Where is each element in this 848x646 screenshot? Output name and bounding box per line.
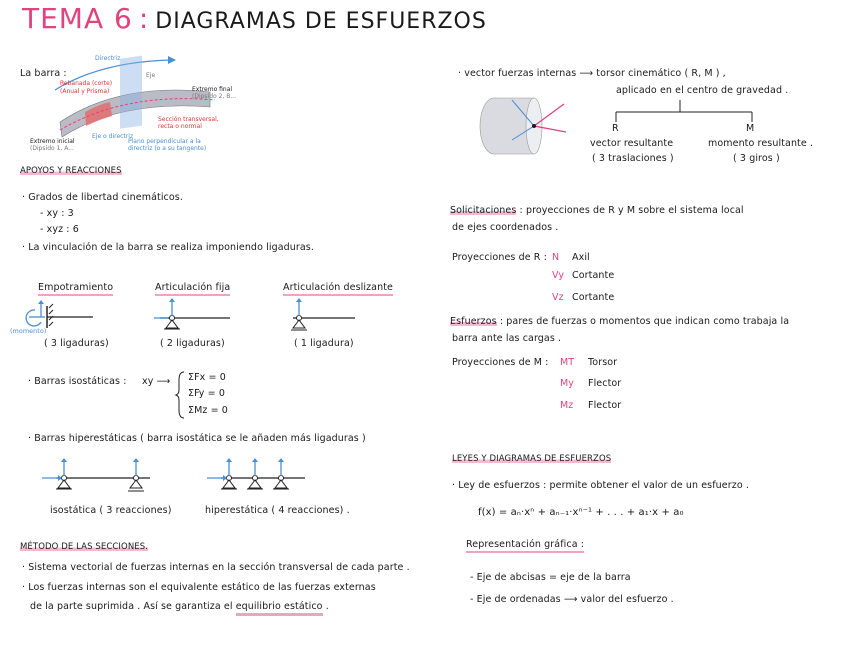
title-sep: : bbox=[138, 2, 150, 35]
xy-line: - xy : 3 bbox=[40, 208, 74, 219]
M-sub: ( 3 giros ) bbox=[733, 153, 780, 164]
projM-name-torsor: Torsor bbox=[588, 357, 618, 368]
aplicado-line: aplicado en el centro de gravedad . bbox=[616, 85, 789, 96]
page-title bbox=[22, 2, 487, 35]
isostatica-diagram bbox=[40, 456, 160, 496]
projM-sym-Mz: Mz bbox=[560, 400, 574, 411]
grados-line: · Grados de libertad cinemáticos. bbox=[22, 192, 183, 203]
esfuerzos-line-2: barra ante las cargas . bbox=[452, 333, 562, 344]
projR-sym-N: N bbox=[552, 252, 560, 263]
projR-name-cortante-y: Cortante bbox=[572, 270, 615, 281]
projM-sym-My: My bbox=[560, 378, 575, 389]
projM-name-flector-z: Flector bbox=[588, 400, 622, 411]
hiperestaticas-line: · Barras hiperestáticas ( barra isostática se le añaden más ligaduras ) bbox=[28, 433, 366, 444]
representacion-text: Representación gráfica : bbox=[466, 539, 584, 553]
fig-eje: Eje bbox=[146, 72, 156, 79]
support-name-empotramiento-text: Empotramiento bbox=[38, 282, 113, 296]
fig-seccion: Sección transversal, bbox=[158, 116, 219, 123]
representacion-heading bbox=[466, 539, 584, 550]
fig-extremo-inicial: Extremo inicial bbox=[30, 138, 75, 145]
fig-rebanada2: (Anual y Prisma) bbox=[60, 88, 110, 95]
fig-plano: Plano perpendicular a la bbox=[128, 138, 201, 145]
formula: f(x) = aₙ·xⁿ + aₙ₋₁·xⁿ⁻¹ + . . . + a₁·x + a₀ bbox=[478, 507, 684, 518]
proyecciones-R: Proyecciones de R : bbox=[452, 252, 547, 263]
metodo-heading-text: MÉTODO DE LAS SECCIONES. bbox=[20, 542, 149, 552]
metodo-line-2b-post: . bbox=[325, 601, 329, 612]
esfuerzos-term: Esfuerzos bbox=[450, 316, 497, 327]
fig-plano2: directriz (o a su tangente) bbox=[128, 145, 207, 152]
equation-fx: ΣFx = 0 bbox=[188, 372, 226, 383]
leyes-heading-text: LEYES Y DIAGRAMAS DE ESFUERZOS bbox=[452, 454, 612, 464]
support-name-articulacion-fija bbox=[155, 282, 230, 293]
metodo-line-2b-highlight: equilibrio estático bbox=[236, 601, 323, 616]
ley-line: · Ley de esfuerzos : permite obtener el valor de un esfuerzo . bbox=[452, 480, 749, 491]
projR-sym-Vy: Vy bbox=[552, 270, 565, 281]
fig-directriz-top: Directriz bbox=[95, 55, 121, 62]
rm-tree bbox=[610, 100, 760, 124]
xyz-line: - xyz : 6 bbox=[40, 224, 79, 235]
fig-rebanada: Rebanada (corte) bbox=[60, 80, 113, 87]
support-name-articulacion-fija-text: Articulación fija bbox=[155, 282, 230, 296]
support-count-articulacion-deslizante: ( 1 ligadura) bbox=[294, 338, 354, 349]
metodo-heading bbox=[20, 542, 148, 552]
R-sub: ( 3 traslaciones ) bbox=[592, 153, 674, 164]
projM-sym-MT: MT bbox=[560, 357, 575, 368]
articulacion-fija-diagram bbox=[150, 298, 240, 338]
hiperestatica-diagram bbox=[205, 456, 315, 496]
xy-arrow: xy ⟶ bbox=[142, 376, 171, 387]
apoyos-heading bbox=[20, 166, 122, 176]
barra-figure bbox=[40, 52, 233, 152]
esfuerzos-line bbox=[450, 316, 789, 327]
apoyos-heading-text: APOYOS Y REACCIONES bbox=[20, 166, 122, 176]
equation-fy: ΣFy = 0 bbox=[188, 388, 225, 399]
projM-name-flector-y: Flector bbox=[588, 378, 622, 389]
solicitaciones-rest: : proyecciones de R y M sobre el sistema local bbox=[519, 205, 744, 216]
vector-line: · vector fuerzas internas ⟶ torsor cinemático ( R, M ) , bbox=[458, 68, 726, 79]
solicitaciones-line-2: de ejes coordenados . bbox=[452, 222, 559, 233]
momento-label: (momento) bbox=[10, 327, 47, 335]
hiperestatica-label: hiperestática ( 4 reacciones) . bbox=[205, 505, 350, 516]
support-count-empotramiento: ( 3 ligaduras) bbox=[44, 338, 109, 349]
barra-label: La barra : bbox=[20, 68, 67, 79]
support-name-articulacion-deslizante-text: Articulación deslizante bbox=[283, 282, 393, 296]
fig-extremo-inicial-sub: (Dipsido 1, A... bbox=[30, 145, 74, 152]
solicitaciones-term: Solicitaciones bbox=[450, 205, 517, 216]
equation-mz: ΣMz = 0 bbox=[188, 405, 228, 416]
support-name-empotramiento bbox=[38, 282, 113, 293]
R-label: R bbox=[612, 123, 619, 134]
M-desc: momento resultante . bbox=[708, 138, 814, 149]
isostatica-label: isostática ( 3 reacciones) bbox=[50, 505, 172, 516]
projR-name-cortante-z: Cortante bbox=[572, 292, 615, 303]
support-count-articulacion-fija: ( 2 ligaduras) bbox=[160, 338, 225, 349]
esfuerzos-rest: : pares de fuerzas o momentos que indican como trabaja la bbox=[499, 316, 790, 327]
R-desc: vector resultante bbox=[590, 138, 674, 149]
vinculacion-line: · La vinculación de la barra se realiza imponiendo ligaduras. bbox=[22, 242, 314, 253]
metodo-line-2b bbox=[30, 601, 329, 612]
support-name-articulacion-deslizante bbox=[283, 282, 393, 293]
isostaticas-line: · Barras isostáticas : bbox=[28, 376, 127, 387]
title-rest: DIAGRAMAS DE ESFUERZOS bbox=[155, 9, 487, 34]
metodo-line-2b-pre: de la parte suprimida . Así se garantiza el bbox=[30, 601, 233, 612]
equations-brace bbox=[176, 370, 186, 420]
fig-extremo-final-sub: (Dipsido 2, B... bbox=[192, 93, 237, 100]
abscisas-line: - Eje de abcisas = eje de la barra bbox=[470, 572, 631, 583]
projR-name-axil: Axil bbox=[572, 252, 590, 263]
cylinder-figure bbox=[476, 90, 576, 160]
fig-seccion2: recta o normal bbox=[158, 123, 202, 130]
M-label: M bbox=[746, 123, 755, 134]
metodo-line-2a: · Los fuerzas internas son el equivalente estático de las fuerzas externas bbox=[22, 582, 376, 593]
projR-sym-Vz: Vz bbox=[552, 292, 564, 303]
ordenadas-line: - Eje de ordenadas ⟶ valor del esfuerzo . bbox=[470, 594, 674, 605]
articulacion-deslizante-diagram bbox=[285, 298, 365, 338]
proyecciones-M: Proyecciones de M : bbox=[452, 357, 549, 368]
solicitaciones-line bbox=[450, 205, 744, 216]
title-tema: TEMA 6 bbox=[22, 2, 133, 35]
leyes-heading bbox=[452, 454, 611, 464]
fig-eje-directriz: Eje o directriz bbox=[92, 133, 134, 140]
metodo-line-1: · Sistema vectorial de fuerzas internas en la sección transversal de cada parte . bbox=[22, 562, 410, 573]
fig-extremo-final: Extremo final bbox=[192, 86, 233, 93]
